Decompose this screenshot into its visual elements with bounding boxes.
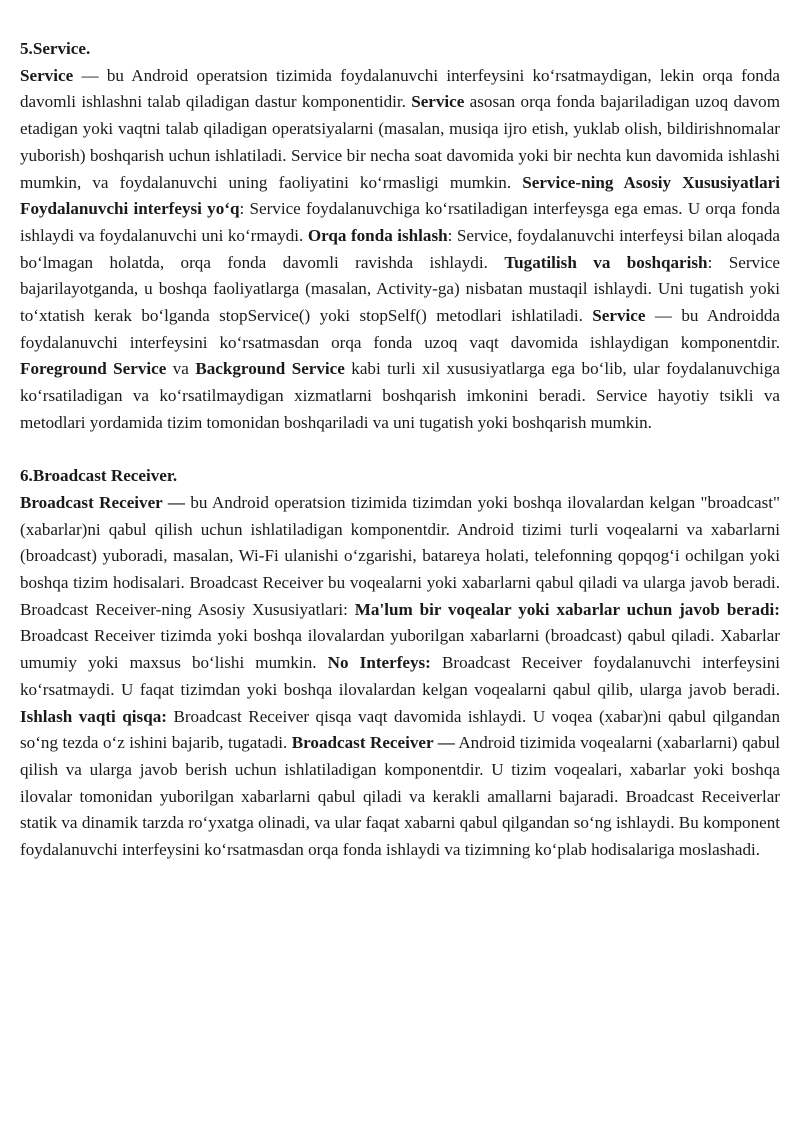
section-paragraph (20, 490, 780, 864)
text-run: Broadcast Receiver tizimda yoki boshqa ilovalardan yuborilgan xabarlarni (broadcast) qabul qiladi. Xabarlar umumiy yoki maxsus bo‘lishi mumkin. (20, 626, 780, 673)
text-run: Broadcast Receiver qisqa vaqt davomida ishlaydi. U voqea (xabar)ni qabul qilgandan so‘ng tezda o‘z ishini bajarib, tugatadi. (20, 706, 780, 753)
text-run: : Service, foydalanuvchi interfeysi bilan aloqada bo‘lmagan holatda, orqa fonda davomli ravishda ishlaydi. (20, 225, 781, 272)
section-heading: 6.Broadcast Receiver. (20, 466, 178, 486)
section-heading: 5.Service. (20, 39, 91, 58)
bold-term: Service (592, 306, 646, 326)
bold-term: Background Service (195, 359, 345, 379)
bold-term: Foydalanuvchi interfeysi yo‘q (20, 199, 240, 219)
text-run: kabi turli xil xususiyatlarga ega bo‘lib, ular foydalanuvchiga ko‘rsatiladigan va ko‘rsatilmaydigan xizmatlarni boshqarish imkonini beradi. Service hayotiy tsikli va metodlari yordamida tizim tomonidan boshqariladi va uni tugatish yoki boshqarish mumkin. (20, 359, 780, 432)
bold-term: Service (20, 65, 74, 85)
text-run: Broadcast Receiver foydalanuvchi interfeysini ko‘rsatmaydi. U faqat tizimdan yoki boshqa ilovalardan kelgan voqealarni qabul qilib, ularga javob beradi. (20, 653, 781, 699)
bold-term: Ma'lum bir voqealar yoki xabarlar uchun javob beradi: (354, 599, 780, 619)
section-paragraph (20, 63, 780, 437)
section-service (20, 36, 780, 437)
bold-term: Ishlash vaqti qisqa: (20, 706, 167, 726)
bold-term: Foreground Service (20, 359, 167, 379)
bold-term: Broadcast Receiver — (291, 733, 455, 753)
text-run: — bu Android operatsion tizimida foydalanuvchi interfeysini ko‘rsatmaydigan, lekin orqa fonda davomli ishlashni talab qiladigan dastur komponentidir. (20, 65, 780, 112)
bold-term: Orqa fonda ishlash (307, 225, 448, 245)
bold-term: Service-ning Asosiy Xususiyatlari (522, 172, 780, 192)
bold-term: No Interfeys: (327, 653, 431, 673)
text-run: bu Android operatsion tizimida tizimdan yoki boshqa ilovalardan kelgan "broadcast" (xabarlar)ni qabul qilish uchun ishlatiladigan komponentdir. Android tizimi turli voqealarni va xabarlarni (broadcast) yuboradi, masalan, Wi-Fi ulanishi o‘zgarishi, batareya holati, telefonning qopqog‘i ochilgan yoki boshqa tizim hodisalari. Broadcast Receiver bu voqealarni yoki xabarlarni qabul qiladi va ularga javob beradi. Broadcast Receiver-ning Asosiy Xususiyatlari: (20, 492, 780, 619)
bold-term: Tugatilish va boshqarish (504, 252, 708, 272)
text-run: asosan orqa fonda bajariladigan uzoq davom etadigan yoki vaqtni talab qiladigan operatsiyalarni (masalan, musiqa ijro etish, yuklab olish, bildirishnomalar yuborish) boshqarish uchun ishlatiladi. Service bir necha soat davomida yoki bir nechta kun davomida ishlashi mumkin, va foydalanuvchi uning faoliyatini ko‘rmasligi mumkin. (20, 92, 781, 192)
bold-term: Broadcast Receiver — (20, 492, 185, 512)
text-run: Android tizimida voqealarni (xabarlarni) qabul qilish va ularga javob berish uchun ishlatiladigan komponentdir. U tizim voqealari, xabarlar yoki boshqa ilovalar tomonidan yuborilgan xabarlarni qabul qiladi va kerakli amallarni bajaradi. Broadcast Receiverlar statik va dinamik tarzda ro‘yxatga olinadi, va ular faqat xabarni qabul qilgandan so‘ng ishlaydi. Bu komponent foydalanuvchi interfeysini ko‘rsatmasdan orqa fonda ishlaydi va tizimning ko‘plab hodisalariga moslashadi. (20, 733, 780, 860)
text-run: va (166, 359, 196, 379)
bold-term: Service (411, 92, 465, 112)
text-run: : Service bajarilayotganda, u boshqa faoliyatlarga (masalan, Activity-ga) nisbatan mustaqil ishlaydi. Uni tugatish yoki to‘xtatish kerak bo‘lganda stopService() yoki stopSelf() metodlari ishlatiladi. (20, 252, 780, 326)
text-run: : Service foydalanuvchiga ko‘rsatiladigan interfeysga ega emas. U orqa fonda ishlaydi va foydalanuvchi uni ko‘rmaydi. (20, 199, 780, 245)
section-broadcast-receiver (20, 463, 780, 864)
text-run: — bu Androidda foydalanuvchi interfeysini ko‘rsatmasdan orqa fonda uzoq vaqt davomida ishlaydigan komponentdir. (20, 306, 781, 352)
document-page (20, 36, 780, 864)
